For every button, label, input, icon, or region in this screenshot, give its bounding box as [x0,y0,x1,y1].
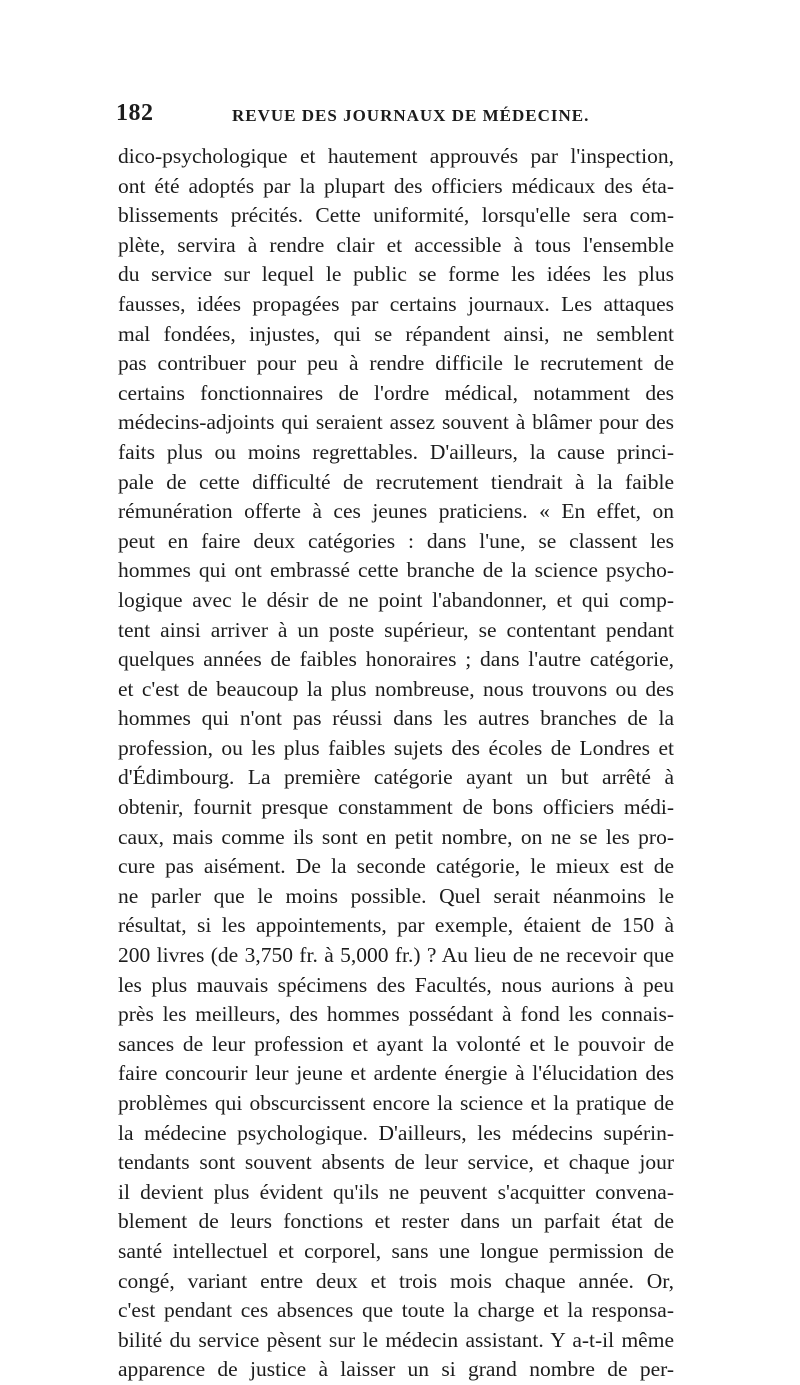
text-line: hommes qui ont embrassé cette branche de la science psycho- [118,558,674,583]
text-line: ne parler que le moins possible. Quel serait néanmoins le [118,883,674,908]
text-line: près les meilleurs, des hommes possédant à fond les connais- [118,1002,674,1027]
text-line: blement de leurs fonctions et rester dans un parfait état de [118,1209,674,1234]
text-line: dico-psychologique et hautement approuvés par l'inspection, [118,144,674,168]
text-line: sances de leur profession et ayant la volonté et le pouvoir de [118,1031,674,1056]
text-line: pas contribuer pour peu à rendre difficile le recrutement de [118,351,674,376]
text-line: caux, mais comme ils sont en petit nombre, on ne se les pro- [118,824,674,849]
text-line: santé intellectuel et corporel, sans une longue permission de [118,1238,674,1263]
text-line: cure pas aisément. De la seconde catégorie, le mieux est de [118,854,674,879]
text-line: blissements précités. Cette uniformité, lorsqu'elle sera com- [118,203,674,228]
text-line: il devient plus évident qu'ils ne peuvent s'acquitter convena- [118,1179,674,1204]
text-line: ont été adoptés par la plupart des officiers médicaux des éta- [118,173,674,198]
text-line: médecins-adjoints qui seraient assez souvent à blâmer pour des [118,410,674,435]
page-number: 182 [116,100,154,126]
text-line: apparence de justice à laisser un si grand nombre de per- [118,1357,674,1382]
text-line: congé, variant entre deux et trois mois chaque année. Or, [118,1268,674,1293]
text-line: faits plus ou moins regrettables. D'ailleurs, la cause princi- [118,439,674,464]
text-line: bilité du service pèsent sur le médecin assistant. Y a-t-il même [118,1327,674,1352]
text-line: problèmes qui obscurcissent encore la science et la pratique de [118,1091,674,1115]
text-line: rémunération offerte à ces jeunes praticiens. « En effet, on [118,499,674,524]
text-line: c'est pendant ces absences que toute la charge et la responsa- [118,1298,674,1323]
text-line: faire concourir leur jeune et ardente énergie à l'élucidation des [118,1061,674,1086]
text-line: peut en faire deux catégories : dans l'une, se classent les [118,528,674,553]
running-head [116,100,676,132]
text-line: pale de cette difficulté de recrutement tiendrait à la faible [118,469,674,494]
text-line: la médecine psychologique. D'ailleurs, les médecins supérin- [118,1120,674,1145]
text-line: profession, ou les plus faibles sujets des écoles de Londres et [118,735,674,760]
text-line: d'Édimbourg. La première catégorie ayant un but arrêté à [118,765,674,790]
text-line: certains fonctionnaires de l'ordre médical, notamment des [118,380,674,405]
text-line: obtenir, fournit presque constamment de bons officiers médi- [118,795,674,820]
text-line: du service sur lequel le public se forme les idées les plus [118,262,674,287]
text-line: plète, servira à rendre clair et accessible à tous l'ensemble [118,232,674,257]
text-line: hommes qui n'ont pas réussi dans les autres branches de la [118,706,674,731]
text-line: fausses, idées propagées par certains journaux. Les attaques [118,291,674,316]
text-line: les plus mauvais spécimens des Facultés, nous aurions à peu [118,972,674,997]
text-line: et c'est de beaucoup la plus nombreuse, nous trouvons ou des [118,676,674,701]
text-line: logique avec le désir de ne point l'abandonner, et qui comp- [118,587,674,612]
text-line: mal fondées, injustes, qui se répandent ainsi, ne semblent [118,321,674,346]
text-line: résultat, si les appointements, par exemple, étaient de 150 à [118,913,674,938]
text-line: quelques années de faibles honoraires ; dans l'autre catégorie, [118,647,674,672]
running-title: REVUE DES JOURNAUX DE MÉDECINE. [232,106,590,125]
text-line: tendants sont souvent absents de leur service, et chaque jour [118,1150,674,1175]
body-text [118,142,674,1385]
text-line: tent ainsi arriver à un poste supérieur, se contentant pendant [118,617,674,642]
text-line: 200 livres (de 3,750 fr. à 5,000 fr.) ? Au lieu de ne recevoir que [118,943,674,968]
